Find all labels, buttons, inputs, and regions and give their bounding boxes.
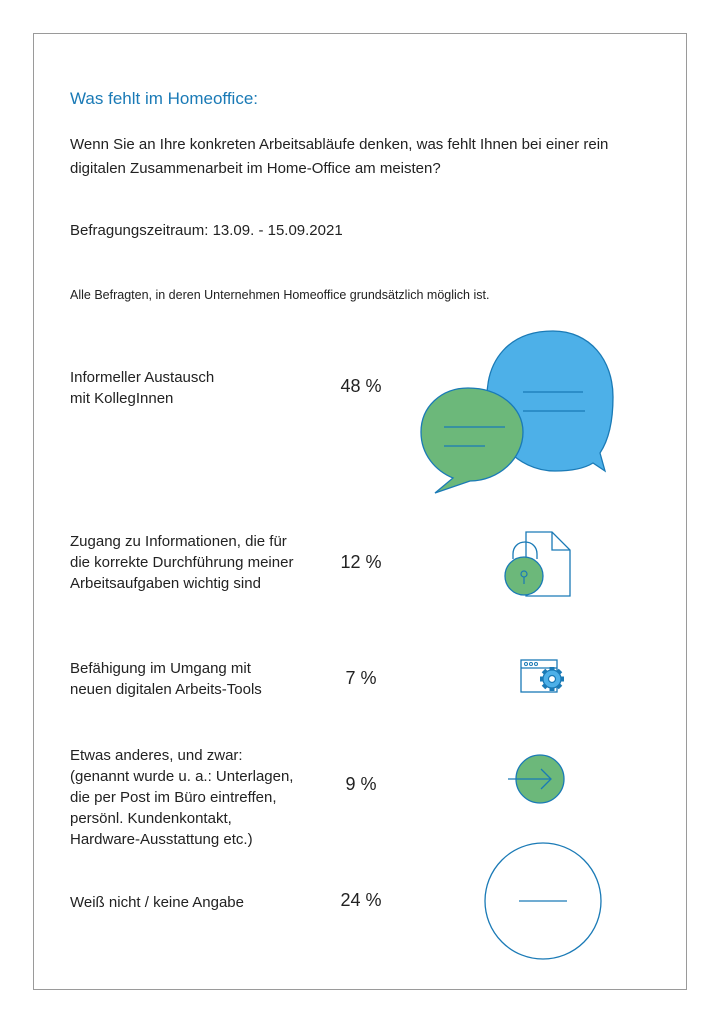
respondent-base: Alle Befragten, in deren Unternehmen Homeoffice grundsätzlich möglich ist. [70,288,490,302]
row-value: 24 % [340,890,382,910]
row-value: 48 % [340,376,382,396]
row-label: Befähigung im Umgang mit neuen digitalen Arbeits-Tools [70,660,262,698]
survey-period: Befragungszeitraum: 13.09. - 15.09.2021 [70,222,343,239]
survey-question: Wenn Sie an Ihre konkreten Arbeitsabläufe denken, was fehlt Ihnen bei einer rein digitalen Zusammenarbeit im Home-Office am meisten? [70,136,609,177]
row-value: 12 % [340,552,382,572]
page-title: Was fehlt im Homeoffice: [70,89,259,108]
browser-settings-icon [518,657,576,697]
row-value: 7 % [345,668,377,688]
locked-document-icon [500,528,575,600]
empty-circle-icon [482,840,604,962]
row-value: 9 % [345,774,377,794]
row-label: Informeller Austausch mit KollegInnen [70,369,215,407]
row-label: Zugang zu Informationen, die für die korrekte Durchführung meiner Arbeitsaufgaben wichtig sind [70,533,294,592]
speech-bubbles-icon [415,328,615,498]
row-label: Weiß nicht / keine Angabe [70,894,244,911]
row-label: Etwas anderes, und zwar: (genannt wurde u. a.: Unterlagen, die per Post im Büro eintreffen, persönl. Kundenkontakt, Hardware-Ausstattung etc.) [70,747,294,848]
arrow-circle-icon [505,752,570,806]
